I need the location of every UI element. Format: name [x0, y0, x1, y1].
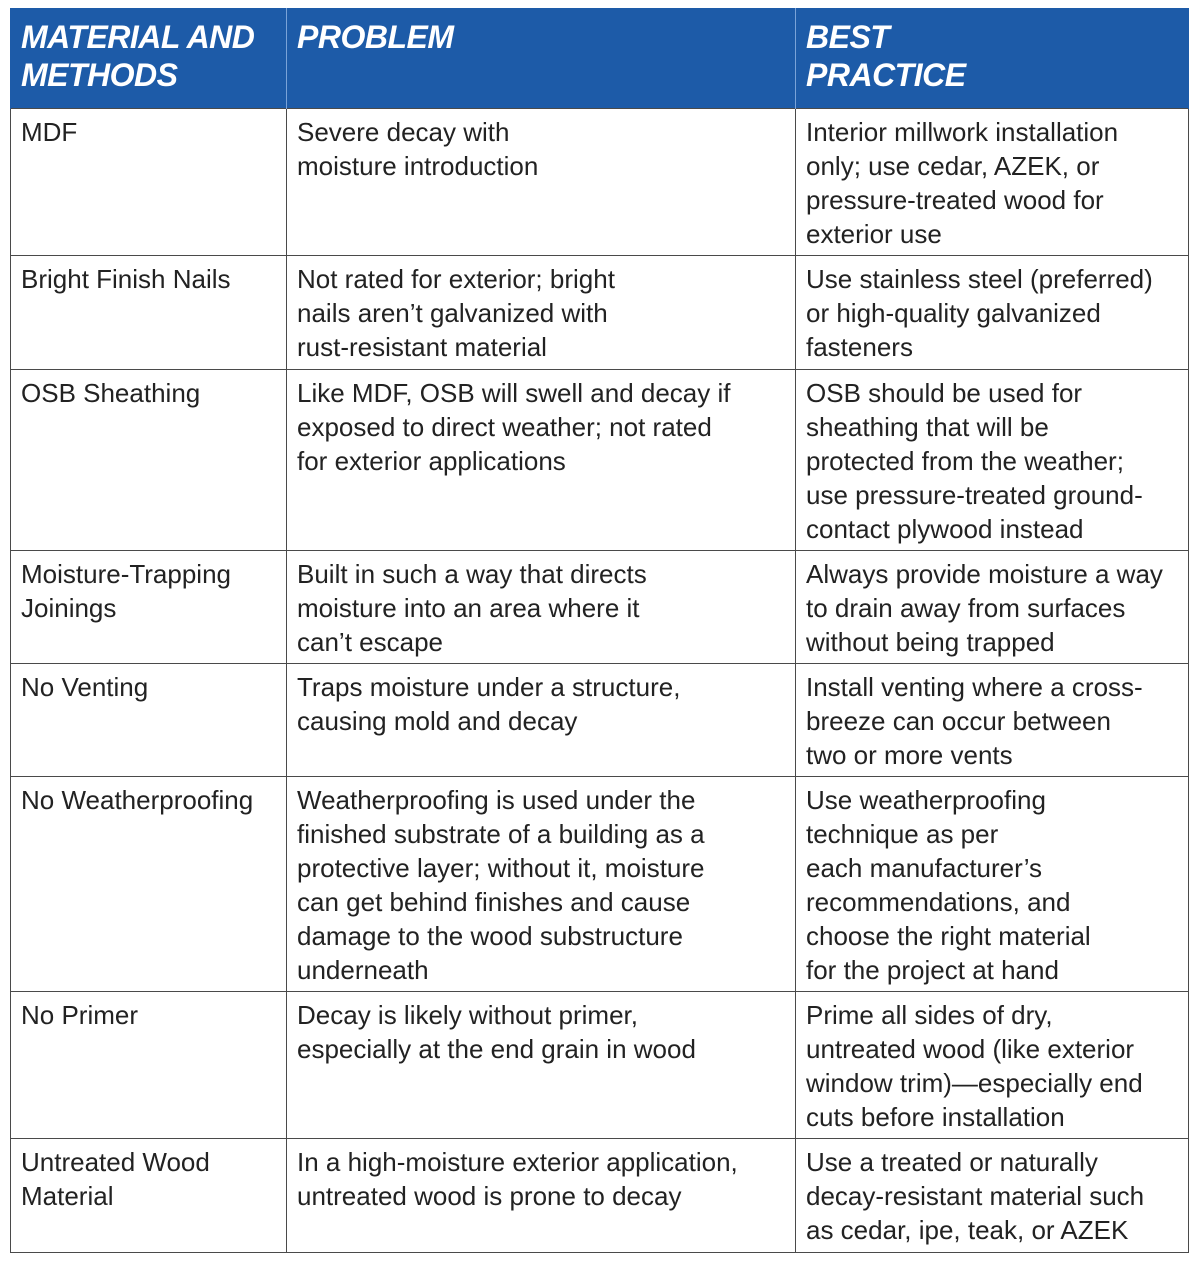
cell-problem: Traps moisture under a structure, causing mold and decay: [287, 664, 796, 777]
header-best-practice: BEST PRACTICE: [796, 8, 1189, 109]
cell-best-practice: Use weatherproofing technique as per each manufacturer’s recommendations, and choose the right material for the project at hand: [796, 777, 1189, 992]
cell-best-practice: OSB should be used for sheathing that will be protected from the weather; use pressure-treated ground- contact plywood instead: [796, 370, 1189, 551]
cell-problem: Weatherproofing is used under the finished substrate of a building as a protective layer; without it, moisture can get behind finishes and cause damage to the wood substructure underneath: [287, 777, 796, 992]
table-row: [11, 109, 1189, 256]
cell-material: No Weatherproofing: [11, 777, 287, 992]
cell-problem: In a high-moisture exterior application, untreated wood is prone to decay: [287, 1139, 796, 1253]
cell-problem: Like MDF, OSB will swell and decay if exposed to direct weather; not rated for exterior applications: [287, 370, 796, 551]
header-row: [11, 8, 1189, 109]
table-row: [11, 256, 1189, 370]
table-row: [11, 777, 1189, 992]
cell-problem: Built in such a way that directs moisture into an area where it can’t escape: [287, 551, 796, 664]
materials-table: [10, 8, 1189, 1253]
cell-problem: Decay is likely without primer, especially at the end grain in wood: [287, 992, 796, 1139]
header-material-and-methods: MATERIAL AND METHODS: [11, 8, 287, 109]
table-row: [11, 664, 1189, 777]
cell-problem: Severe decay with moisture introduction: [287, 109, 796, 256]
cell-problem: Not rated for exterior; bright nails aren’t galvanized with rust-resistant material: [287, 256, 796, 370]
materials-table-container: [10, 8, 1188, 1253]
cell-material: MDF: [11, 109, 287, 256]
cell-best-practice: Always provide moisture a way to drain away from surfaces without being trapped: [796, 551, 1189, 664]
table-header: [11, 8, 1189, 109]
cell-material: OSB Sheathing: [11, 370, 287, 551]
table-row: [11, 992, 1189, 1139]
cell-best-practice: Use a treated or naturally decay-resistant material such as cedar, ipe, teak, or AZEK: [796, 1139, 1189, 1253]
cell-material: No Venting: [11, 664, 287, 777]
table-body: [11, 109, 1189, 1253]
cell-material: Untreated Wood Material: [11, 1139, 287, 1253]
cell-best-practice: Install venting where a cross- breeze can occur between two or more vents: [796, 664, 1189, 777]
cell-material: Moisture-Trapping Joinings: [11, 551, 287, 664]
cell-best-practice: Interior millwork installation only; use cedar, AZEK, or pressure-treated wood for exterior use: [796, 109, 1189, 256]
header-problem: PROBLEM: [287, 8, 796, 109]
table-row: [11, 370, 1189, 551]
table-row: [11, 551, 1189, 664]
cell-best-practice: Prime all sides of dry, untreated wood (like exterior window trim)—especially end cuts before installation: [796, 992, 1189, 1139]
cell-material: No Primer: [11, 992, 287, 1139]
cell-best-practice: Use stainless steel (preferred) or high-quality galvanized fasteners: [796, 256, 1189, 370]
cell-material: Bright Finish Nails: [11, 256, 287, 370]
table-row: [11, 1139, 1189, 1253]
